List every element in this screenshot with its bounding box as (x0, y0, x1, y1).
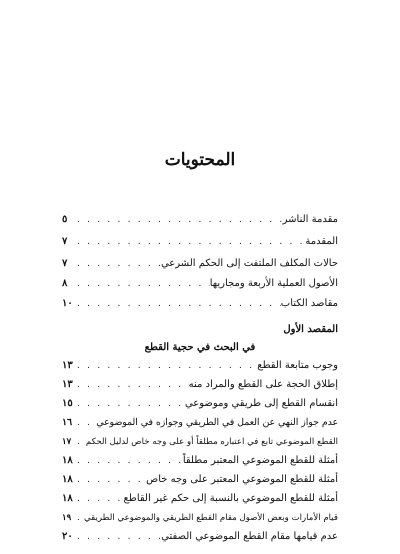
toc-leader-dots (74, 415, 96, 431)
toc-leader-dots (74, 529, 161, 545)
toc-entry (62, 377, 338, 393)
toc-entry (62, 256, 338, 272)
toc-page-number: ١٣ (62, 360, 73, 371)
toc-entry-text: مقدمة الناشر (282, 214, 338, 225)
toc-entry (62, 396, 338, 412)
toc-leader-dots (74, 434, 86, 450)
toc-entry-text: أمثلة للقطع الموضوعي المعتبر على وجه خاص (146, 474, 338, 485)
toc-page-number: ١٦ (62, 417, 72, 428)
toc-leader-dots (74, 276, 210, 292)
toc-entry (62, 434, 338, 450)
toc-page-number: ١٧ (62, 437, 72, 447)
toc-entry-text: المقدمة (305, 236, 338, 247)
toc-leader-dots (74, 234, 305, 250)
toc-entry-text: عدم قيامها مقام القطع الموضوعي الصفتي (161, 531, 338, 542)
toc-entry-text: وجوب متابعة القطع (257, 360, 338, 371)
toc-entry-text: القطع الموضوعي تابع في اعتباره مطلقاً أو على وجه خاص لدليل الحكم (85, 437, 338, 447)
toc-page-number: ٢٠ (62, 531, 73, 542)
toc-leader-dots (74, 212, 283, 228)
toc-entry-text: مقاصد الكتاب (280, 298, 338, 309)
toc-entry (62, 510, 338, 526)
toc-entry-text: أمثلة للقطع الموضوعي المعتبر مطلقاً (182, 455, 338, 466)
toc-entry (62, 276, 338, 292)
toc-page-number: ١٩ (62, 513, 72, 523)
toc-leader-dots (74, 256, 161, 272)
toc-leader-dots (74, 491, 124, 507)
toc-leader-dots (74, 453, 183, 469)
section-subheading: في البحث في حجية القطع (144, 342, 256, 353)
toc-entry (62, 358, 338, 374)
toc-entry (62, 453, 338, 469)
toc-page-number: ٧ (62, 258, 68, 269)
toc-page-number: ٧ (62, 236, 68, 247)
toc-page-number: ١٨ (62, 455, 73, 466)
toc-page-number: ٥ (62, 214, 68, 225)
toc-leader-dots (74, 377, 189, 393)
toc-leader-dots (74, 296, 281, 312)
toc-leader-dots (74, 358, 257, 374)
toc-page-number: ١٨ (62, 474, 73, 485)
toc-leader-dots (74, 472, 146, 488)
toc-entry-text: قيام الأمارات وبعض الأصول مقام القطع الطريقي والموضوعي الطريقي (84, 513, 338, 523)
toc-page-number: ١٣ (62, 379, 73, 390)
toc-entry (62, 529, 338, 545)
toc-entry-text: الأصول العملية الأربعة ومجاريها (209, 278, 338, 289)
toc-entry (62, 415, 338, 431)
page-title: المحتويات (164, 150, 236, 170)
toc-entry-text: حالات المكلف الملتفت إلى الحكم الشرعي (160, 258, 338, 269)
toc-leader-dots (74, 396, 185, 412)
section-heading: المقصد الأول (283, 324, 338, 335)
toc-entry (62, 234, 338, 250)
toc-page-number: ٨ (62, 278, 68, 289)
toc-entry (62, 472, 338, 488)
toc-entry-text: عدم جواز النهي عن العمل في الطريقي وجوازه في الموضوعي (96, 417, 338, 428)
toc-entry-text: إطلاق الحجة على القطع والمراد منه (188, 379, 338, 390)
toc-entry (62, 296, 338, 312)
toc-entry (62, 212, 338, 228)
toc-page-number: ١٨ (62, 493, 73, 504)
toc-page-number: ١٥ (62, 398, 73, 409)
toc-entry-text: أمثلة للقطع الموضوعي بالنسبة إلى حكم غير القاطع (123, 493, 338, 504)
toc-entry (62, 491, 338, 507)
toc-leader-dots (74, 510, 84, 526)
toc-page-number: ١٠ (62, 298, 73, 309)
toc-entry-text: انقسام القطع إلى طريقي وموضوعي (184, 398, 338, 409)
